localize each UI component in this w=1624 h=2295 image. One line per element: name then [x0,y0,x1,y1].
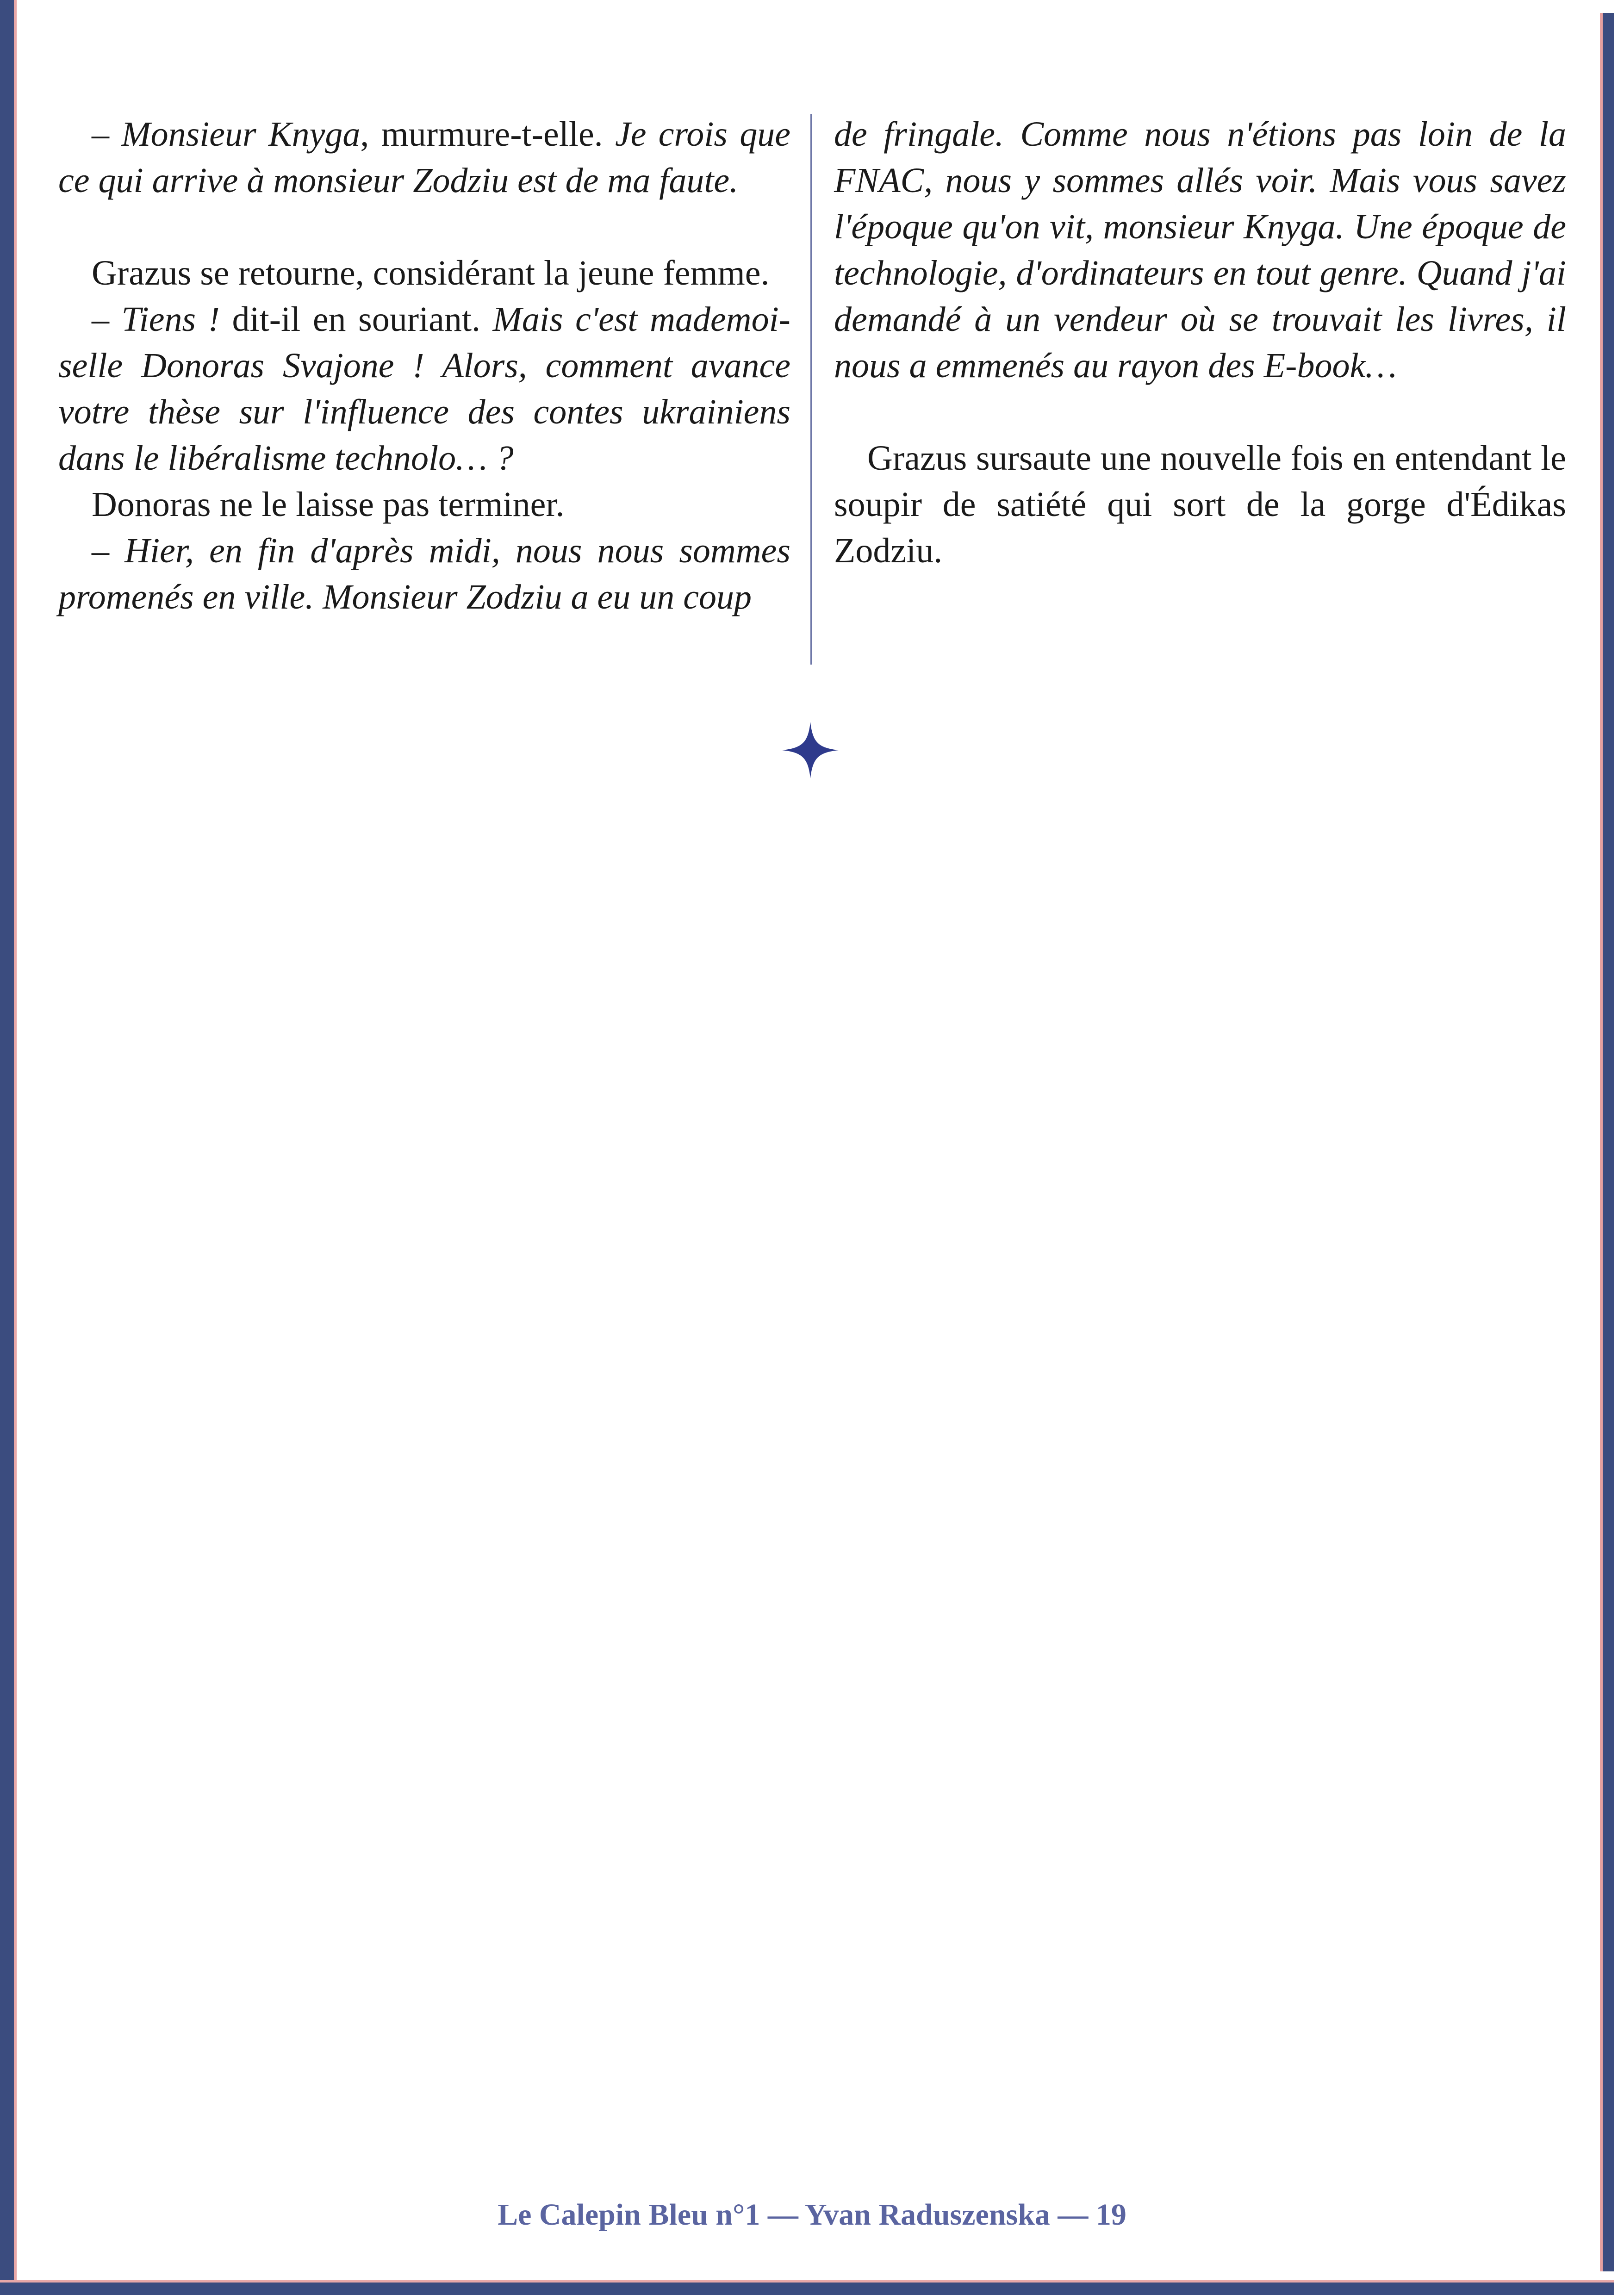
paragraph: Grazus sursaute une nouvelle fois en entendant le soupir de satiété qui sort de la gorge d'Édikas Zodziu. [834,439,1566,570]
star-shape [782,722,839,778]
page-frame-corner [1598,0,1614,13]
page-footer: Le Calepin Bleu n°1 — Yvan Raduszenska — 19 [498,2198,1126,2232]
dialogue-italic: Je crois que ce qui arrive à monsieur Zodziu est de ma faute. [58,115,790,200]
paragraph-gap [58,204,790,250]
dialogue-italic: – Monsieur Knyga [92,115,361,154]
page-frame-right [1598,13,1614,2271]
page-margin-right [1614,0,1624,2295]
dialogue-italic: – Tiens ! [92,300,220,339]
page-frame-bottom [0,2280,1614,2295]
narration-text: dit-il en souriant. [219,300,493,339]
paragraph [58,296,790,481]
column-divider [810,114,812,665]
page-frame-left [0,0,19,2295]
right-column [834,111,1566,574]
dialogue-italic: – Hier, en fin d'après midi, nous nous sommes promenés en ville. Monsieur Zodziu a eu un coup [58,531,790,616]
paragraph: Donoras ne le laisse pas terminer. [92,485,565,524]
paragraph: Grazus se retourne, considérant la jeune femme. [92,254,770,292]
paragraph [58,528,790,620]
paragraph [58,111,790,204]
four-point-star-icon [782,722,839,778]
dialogue-italic: Mais c'est mademoi-selle Donoras Svajone ! Alors, comment avance votre thèse sur l'influence des contes ukrainiens dans le libéralisme technolo… ? [58,300,790,478]
paragraph [834,111,1566,389]
narration-text: , murmure-t-elle. [360,115,615,154]
left-column [58,111,790,620]
paragraph-gap [834,389,1566,435]
dialogue-italic: de fringale. Comme nous n'étions pas loin de la FNAC, nous y sommes allés voir. Mais vous savez l'époque qu'on vit, monsieur Knyga. Une époque de technologie, d'ordinateurs en tout genre. Quand j'ai demandé à un vendeur où se trouvait les livres, il nous a emmenés au rayon des E-book… [834,115,1566,385]
